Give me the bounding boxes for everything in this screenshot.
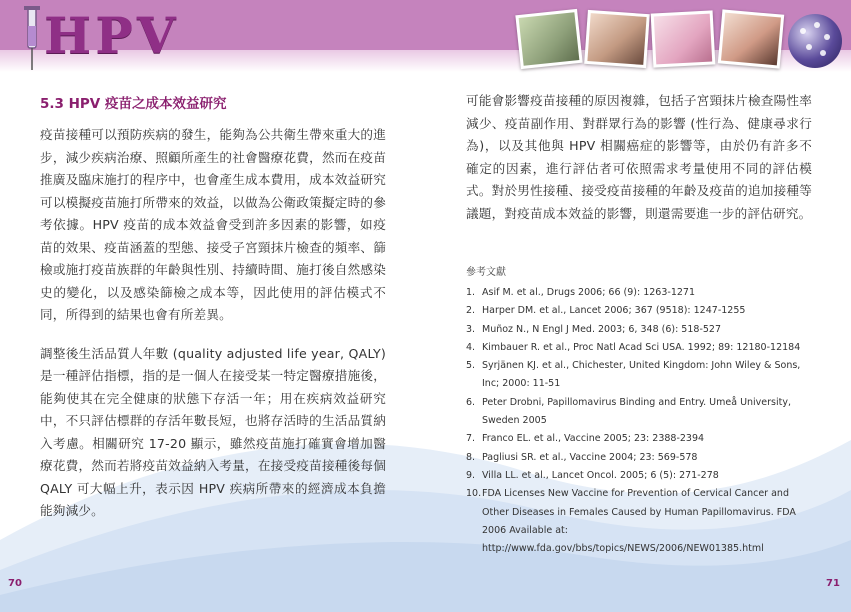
left-page [40,92,386,539]
reference-number: 2. [466,305,476,317]
reference-text: FDA Licenses New Vaccine for Prevention of Cervical Cancer and Other Diseases in Females Caused by Human Papillomavirus. FDA 2006 Available at: http://www.fda.gov/bbs/topics/NEWS/2006/NEW01385.html [482,488,796,555]
reference-text: Franco EL. et al., Vaccine 2005; 23: 2388-2394 [482,433,705,445]
reference-text: Kimbauer R. et al., Proc Natl Acad Sci USA. 1992; 89: 12180-12184 [482,341,801,353]
page-number-right: 71 [826,578,840,589]
reference-text: Harper DM. et al., Lancet 2006; 367 (9518): 1247-1255 [482,305,746,317]
reference-item [466,357,812,394]
hpv-logo: HPV [44,6,180,65]
reference-number: 4. [466,341,476,353]
reference-number: 8. [466,451,476,463]
virus-orb-icon [788,14,842,68]
reference-number: 3. [466,323,476,335]
reference-item [466,485,812,558]
reference-item [466,394,812,431]
reference-text: Muñoz N., N Engl J Med. 2003; 6, 348 (6): 518-527 [482,323,721,335]
right-page [466,92,812,558]
reference-item [466,321,812,339]
family-photo [515,9,582,69]
reference-number: 5. [466,360,476,372]
reference-item [466,339,812,357]
reference-item [466,449,812,467]
mother-child-photo [584,10,650,68]
section-title: 5.3 HPV 疫苗之成本效益研究 [40,96,227,112]
right-paragraph: 可能會影響疫苗接種的原因複雜，包括子宮頸抹片檢查陽性率減少、疫苗副作用、對群眾行為的影響 (性行為、健康尋求行為)，以及其他與 HPV 相關癌症的影響等，由於仍有許多不確定的因素，進行評估者可依照需求考量使用不同的評估模式。對於男性接種、接受疫苗接種的年齡及疫苗的追加接種等議題，對疫苗成本效益的影響，則還需要進一步的評估研究。 [466,93,812,221]
reference-item [466,430,812,448]
reference-item [466,284,812,302]
references-list [466,284,812,558]
reference-item [466,467,812,485]
reference-text: Syrjänen KJ. et al., Chichester, United Kingdom: John Wiley & Sons, Inc; 2000: 11-51 [482,360,801,390]
left-paragraph-1: 疫苗接種可以預防疾病的發生，能夠為公共衛生帶來重大的進步，減少疾病治療、照顧所產生的社會醫療花費，然而在疫苗推廣及臨床施打的程序中，也會產生成本費用，成本效益研究可以模擬疫苗施打所帶來的效益，以做為公衛政策擬定時的參考依據。HPV 疫苗的成本效益會受到許多因素的影響，如疫苗的效果、疫苗涵蓋的型態、接受子宮頸抹片檢查的頻率、篩檢或施打疫苗族群的年齡與性別、持續時間、施打後自然感染史的變化，以及感染篩檢之成本等，因此使用的評估模式不同，所得到的結果也會有所差異。 [40,127,386,322]
references-heading: 參考文獻 [466,267,506,278]
reference-number: 1. [466,287,476,298]
map-photo [651,10,716,67]
girls-photo [718,9,784,68]
reference-text: Asif M. et al., Drugs 2006; 66 (9): 1263-1271 [482,287,696,298]
left-paragraph-2: 調整後生活品質人年數 (quality adjusted life year, QALY) 是一種評估指標，指的是一個人在接受某一特定醫療措施後，能夠使其在完全健康的狀態下存活一年；用在疾病效益研究中，不只評估標群的存活年數長短，也將存活時的生活品質納入考慮。相關研究 17-20 顯示，雖然疫苗施打確實會增加醫療花費，然而若將疫苗效益納入考量，在接受疫苗接種後每個 QALY 可大幅上升，表示因 HPV 疾病所帶來的經濟成本負擔能夠減少。 [40,345,386,518]
reference-text: Peter Drobni, Papillomavirus Binding and Entry. Umeå University, Sweden 2005 [482,396,792,427]
reference-number: 10. [466,488,482,500]
reference-item [466,302,812,320]
reference-number: 6. [466,396,476,408]
page-number-left: 70 [8,578,22,589]
reference-text: Pagliusi SR. et al., Vaccine 2004; 23: 569-578 [482,451,698,463]
reference-number: 9. [466,469,476,481]
reference-text: Villa LL. et al., Lancet Oncol. 2005; 6 (5): 271-278 [482,469,719,481]
reference-number: 7. [466,433,476,445]
